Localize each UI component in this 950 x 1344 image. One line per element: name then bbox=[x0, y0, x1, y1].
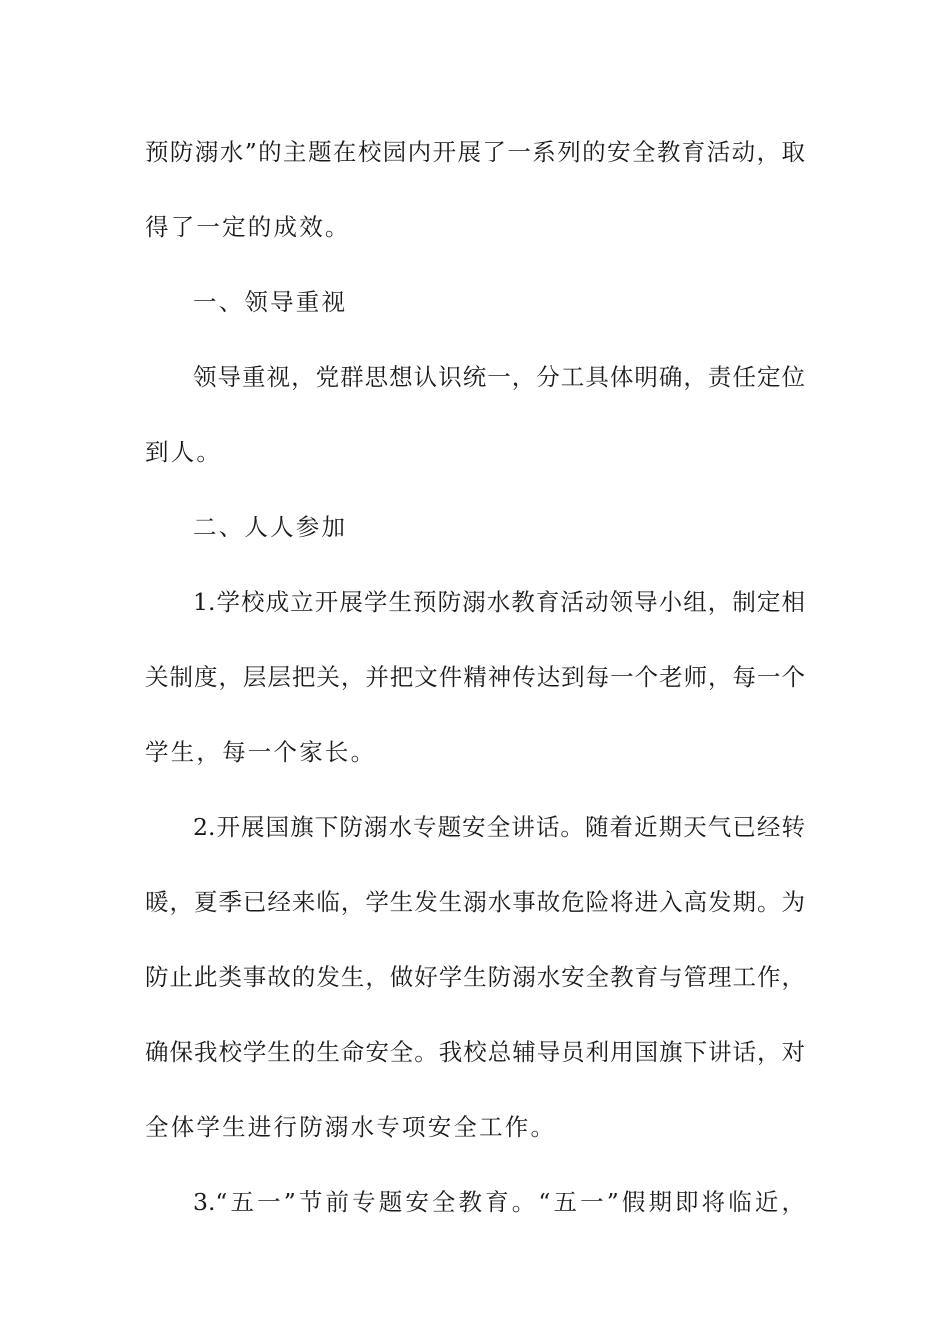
paragraph-line: 防止此类事故的发生，做好学生防溺水安全教育与管理工作， bbox=[145, 963, 805, 991]
paragraph-line: 得了一定的成效。 bbox=[145, 213, 351, 241]
paragraph-line: 2.开展国旗下防溺水专题安全讲话。随着近期天气已经转 bbox=[193, 813, 805, 841]
paragraph-line: 领导重视，党群思想认识统一，分工具体明确，责任定位 bbox=[193, 363, 805, 391]
paragraph-line: 预防溺水”的主题在校园内开展了一系列的安全教育活动，取 bbox=[145, 138, 805, 166]
paragraph-line: 1.学校成立开展学生预防溺水教育活动领导小组，制定相 bbox=[193, 588, 805, 616]
paragraph-line: 关制度，层层把关，并把文件精神传达到每一个老师，每一个 bbox=[145, 663, 805, 691]
section-heading: 一、领导重视 bbox=[193, 288, 348, 316]
paragraph-line: 学生，每一个家长。 bbox=[145, 738, 377, 766]
paragraph-line: 暖，夏季已经来临，学生发生溺水事故危险将进入高发期。为 bbox=[145, 888, 805, 916]
section-heading: 二、人人参加 bbox=[193, 513, 348, 541]
paragraph-line: 到人。 bbox=[145, 438, 223, 466]
paragraph-line: 确保我校学生的生命安全。我校总辅导员利用国旗下讲话，对 bbox=[145, 1038, 805, 1066]
paragraph-line: 3.“五一”节前专题安全教育。“五一”假期即将临近， bbox=[193, 1188, 805, 1216]
paragraph-line: 全体学生进行防溺水专项安全工作。 bbox=[145, 1113, 557, 1141]
